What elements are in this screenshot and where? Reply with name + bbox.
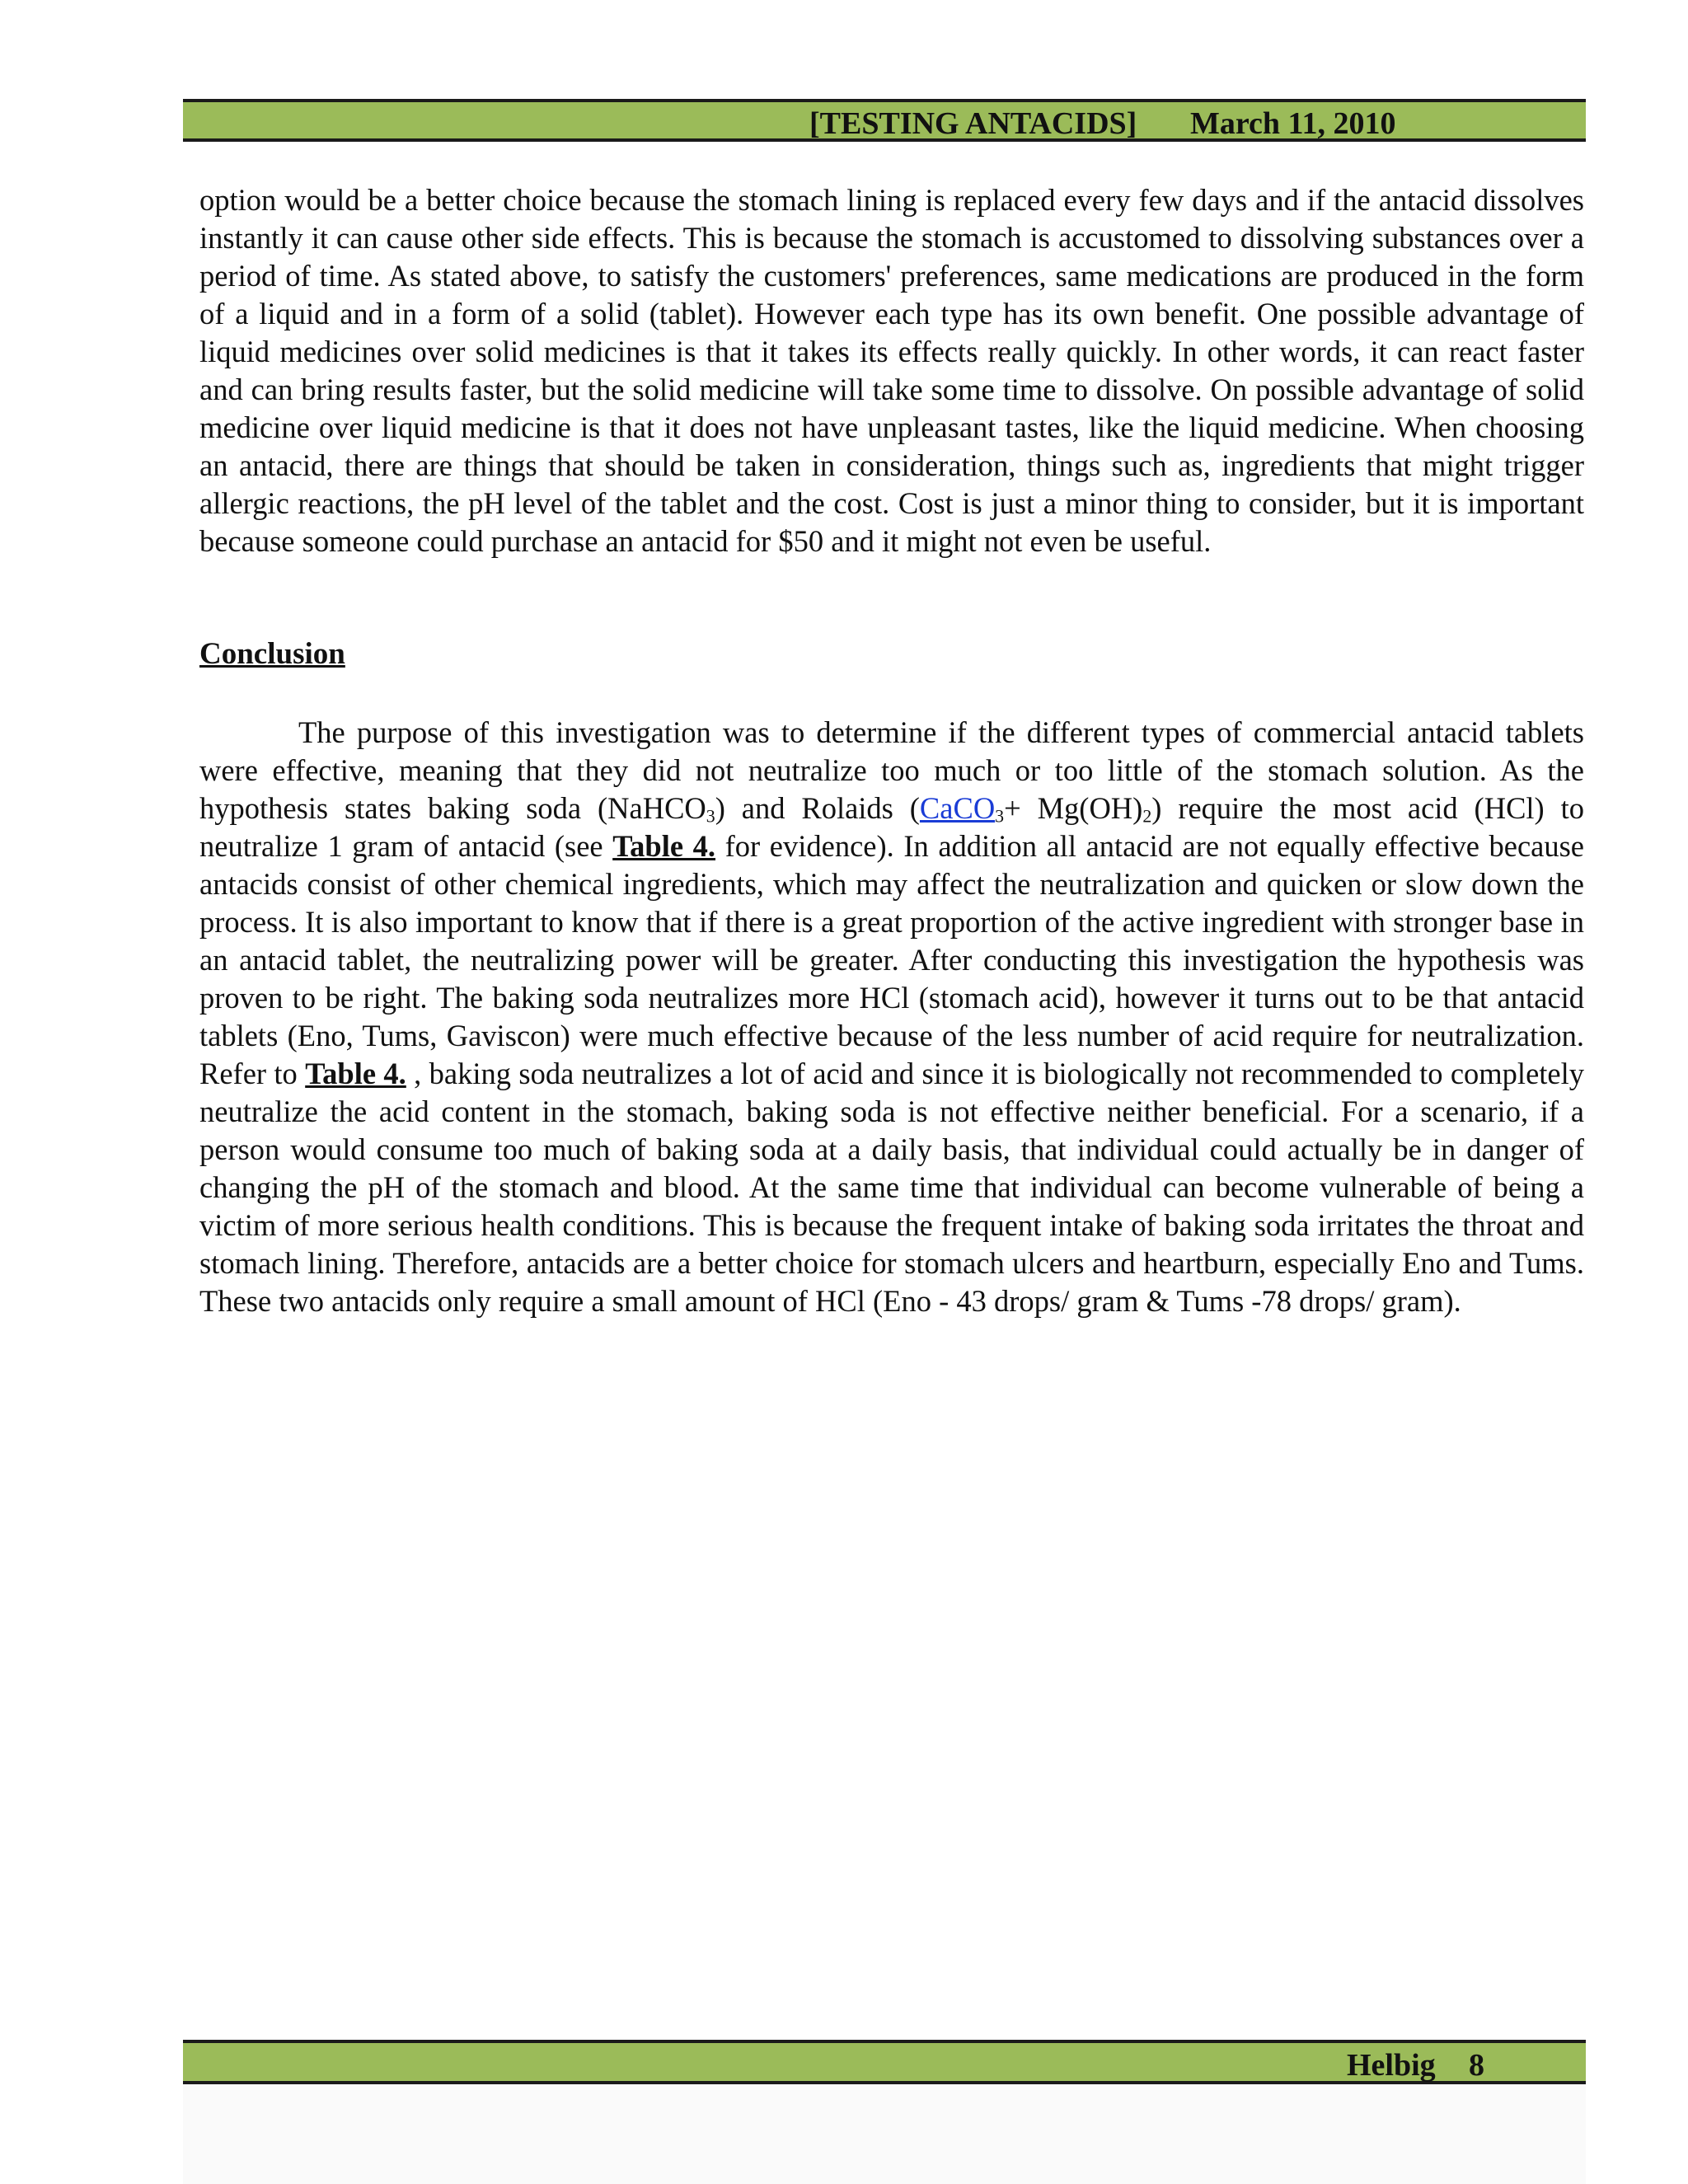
conclusion-text-3: + Mg(OH) <box>1004 791 1143 825</box>
conclusion-text-6: , baking soda neutralizes a lot of acid and since it is biologically not recommended to completely neutralize the acid content in the stomach, baking soda is not effective neither beneficial. For a scenario, if a person would consume too much of baking soda at a daily basis, that individual could actually be in danger of changing the pH of the stomach and blood. At the same time that individual can become vulnerable of being a victim of more serious health conditions. This is because the frequent intake of baking soda irritates the throat and stomach lining. Therefore, antacids are a better choice for stomach ulcers and heartburn, especially Eno and Tums. These two antacids only require a small amount of HCl (Eno - 43 drops/ gram & Tums -78 drops/ gram). <box>199 1057 1584 1318</box>
conclusion-text-5: for evidence). In addition all antacid are not equally effective because antacids consist of other chemical ingredients, which may affect the neutralization and quicken or slow down the process. It is also important to know that if there is a great proportion of the active ingredient with stronger base in an antacid tablet, the neutralizing power will be greater. After conducting this investigation the hypothesis was proven to be right. The baking soda neutralizes more HCl (stomach acid), however it turns out to be that antacid tablets (Eno, Tums, Gaviscon) were much effective because of the less number of acid require for neutralization. Refer to <box>199 829 1585 1090</box>
header-title: [TESTING ANTACIDS] <box>809 106 1137 141</box>
table-4-reference: Table 4. <box>612 829 716 863</box>
conclusion-text-2: ) and Rolaids ( <box>715 791 920 825</box>
caco3-link[interactable]: CaCO <box>919 791 996 825</box>
header-date: March 11, 2010 <box>1190 106 1396 141</box>
conclusion-paragraph <box>199 714 1584 1320</box>
conclusion-heading: Conclusion <box>199 637 345 671</box>
conclusion-text-4: ) require the most acid (HCl) to neutralize 1 gram of antacid (see <box>199 791 1584 863</box>
page-header <box>183 99 1586 142</box>
subscript-3b: 3 <box>995 805 1005 827</box>
conclusion-text-1: The purpose of this investigation was to determine if the different types of commercial antacid tablets were effective, meaning that they did not neutralize too much or too little of the stomach solution. As the hypothesis states baking soda (NaHCO <box>199 715 1584 825</box>
page-number: 8 <box>1469 2048 1484 2083</box>
subscript-2: 2 <box>1142 805 1152 827</box>
subscript-3: 3 <box>706 805 715 827</box>
intro-paragraph: option would be a better choice because the stomach lining is replaced every few days and if the antacid dissolves instantly it can cause other side effects. This is because the stomach is accustomed to dissolving substances over a period of time. As stated above, to satisfy the customers' preferences, same medications are produced in the form of a liquid and in a form of a solid (tablet). However each type has its own benefit. One possible advantage of liquid medicines over solid medicines is that it takes its effects really quickly. In other words, it can react faster and can bring results faster, but the solid medicine will take some time to dissolve. On possible advantage of solid medicine over liquid medicine is that it does not have unpleasant tastes, like the liquid medicine. When choosing an antacid, there are things that should be taken in consideration, things such as, ingredients that might trigger allergic reactions, the pH level of the tablet and the cost. Cost is just a minor thing to consider, but it is important because someone could purchase an antacid for $50 and it might not even be useful. <box>199 183 1584 558</box>
page-footer <box>183 2040 1586 2084</box>
footer-margin <box>183 2084 1586 2184</box>
footer-author: Helbig <box>1347 2048 1436 2083</box>
table-4-reference-2: Table 4. <box>305 1057 406 1090</box>
